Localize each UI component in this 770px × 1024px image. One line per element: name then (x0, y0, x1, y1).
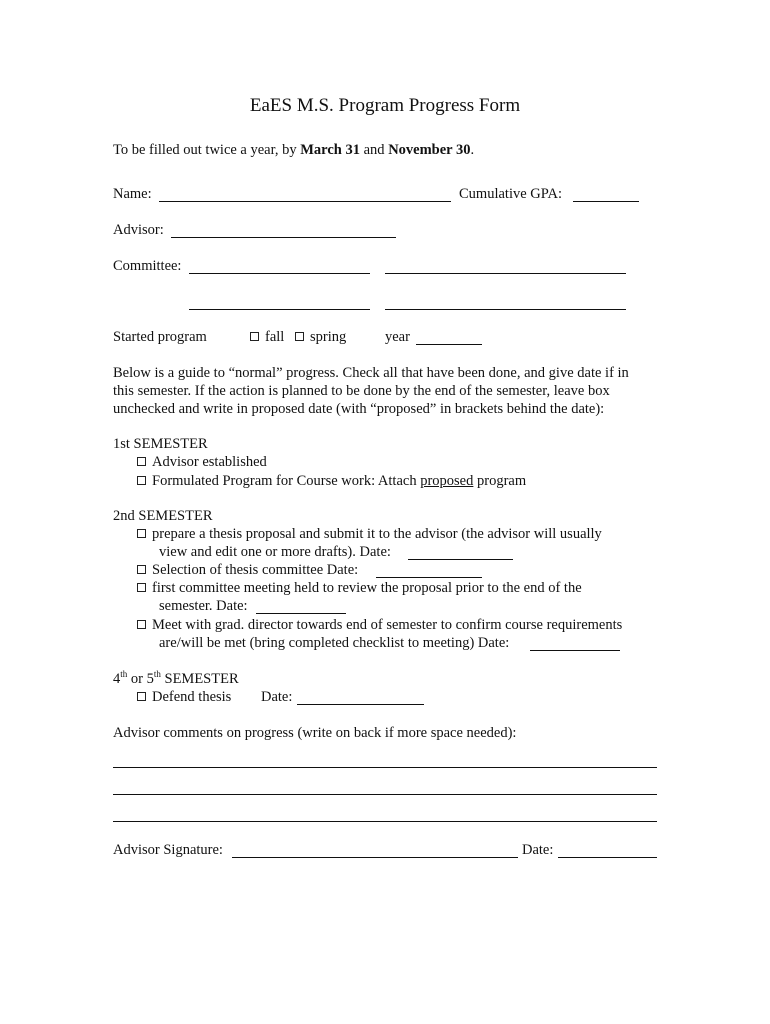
item-label: Defend thesis (152, 689, 232, 705)
sem45-heading-rest: SEMESTER (160, 671, 239, 687)
year-label: year (385, 329, 410, 345)
sem45-item-defend-thesis[interactable] (137, 688, 231, 706)
comment-line-1[interactable] (113, 767, 657, 768)
intro-prefix: To be filled out twice a year, by (113, 142, 301, 158)
advisor-label: Advisor: (113, 222, 164, 238)
sem1-heading: 1st SEMESTER (113, 436, 208, 452)
item-label: Advisor established (152, 454, 267, 470)
item-label: first committee meeting held to review the proposal prior to the end of the (152, 580, 582, 596)
fall-label: fall (265, 329, 285, 345)
committee-field-1[interactable] (189, 273, 370, 274)
spring-option[interactable] (295, 328, 346, 346)
checkbox[interactable] (137, 620, 146, 629)
advisor-field[interactable] (171, 237, 396, 238)
sem1-item-course-program[interactable] (137, 472, 526, 490)
defend-thesis-date-field[interactable] (297, 704, 424, 705)
sem45-num1: 4 (113, 671, 121, 687)
committee-meeting-date-field[interactable] (256, 613, 346, 614)
advisor-signature-label: Advisor Signature: (113, 842, 223, 858)
sem45-or: or (127, 671, 147, 687)
defend-thesis-date-label: Date: (261, 689, 293, 705)
deadline-november: November 30 (388, 142, 471, 158)
started-program-label: Started program (113, 329, 207, 345)
comment-line-2[interactable] (113, 794, 657, 795)
sem1-item-advisor[interactable] (137, 453, 267, 471)
form-title: EaES M.S. Program Progress Form (249, 95, 521, 116)
committee-label: Committee: (113, 258, 182, 274)
committee-field-2[interactable] (385, 273, 626, 274)
committee-field-4[interactable] (385, 309, 626, 310)
fall-checkbox[interactable] (250, 332, 259, 341)
item-label: prepare a thesis proposal and submit it to the advisor (the advisor will usually (152, 526, 602, 542)
committee-field-3[interactable] (189, 309, 370, 310)
gpa-field[interactable] (573, 201, 639, 202)
sem45-num2: 5 (146, 671, 154, 687)
deadline-march: March 31 (300, 142, 360, 158)
sem2-item-committee-selection[interactable] (137, 561, 358, 579)
advisor-signature-field[interactable] (232, 857, 518, 858)
spring-checkbox[interactable] (295, 332, 304, 341)
guide-line-1: Below is a guide to “normal” progress. Check all that have been done, and give date if in (113, 365, 629, 381)
sem2-heading: 2nd SEMESTER (113, 508, 213, 524)
grad-director-date-field[interactable] (530, 650, 620, 651)
checkbox[interactable] (137, 583, 146, 592)
checkbox[interactable] (137, 692, 146, 701)
intro-text (113, 141, 474, 159)
guide-line-2: this semester. If the action is planned to be done by the end of the semester, leave box (113, 383, 610, 399)
name-field[interactable] (159, 201, 451, 202)
sem45-sup1: th (120, 669, 128, 680)
item-label-emphasis: proposed (420, 473, 474, 489)
name-label: Name: (113, 186, 152, 202)
item-label: Selection of thesis committee Date: (152, 562, 359, 578)
sem2-item-grad-director[interactable] (137, 616, 622, 634)
sem2-item-grad-director-line2: are/will be met (bring completed checklist to meeting) Date: (159, 635, 510, 651)
sem2-item-committee-meeting[interactable] (137, 579, 582, 597)
gpa-label: Cumulative GPA: (459, 186, 562, 202)
year-field[interactable] (416, 344, 482, 345)
item-label-suffix: program (473, 473, 527, 489)
signature-date-label: Date: (522, 842, 554, 858)
checkbox[interactable] (137, 565, 146, 574)
checkbox[interactable] (137, 476, 146, 485)
sem2-item-thesis-proposal-line2: view and edit one or more drafts). Date: (159, 544, 391, 560)
sem2-item-thesis-proposal[interactable] (137, 525, 602, 543)
guide-line-3: unchecked and write in proposed date (with “proposed” in brackets behind the date): (113, 401, 605, 417)
committee-selection-date-field[interactable] (376, 577, 482, 578)
fall-option[interactable] (250, 328, 284, 346)
checkbox[interactable] (137, 457, 146, 466)
spring-label: spring (310, 329, 347, 345)
item-label: Formulated Program for Course work: Attach (152, 473, 421, 489)
item-label: Meet with grad. director towards end of semester to confirm course requirements (152, 617, 623, 633)
advisor-comments-label: Advisor comments on progress (write on back if more space needed): (113, 725, 517, 741)
intro-mid: and (360, 142, 389, 158)
sem2-item-committee-meeting-line2: semester. Date: (159, 598, 248, 614)
comment-line-3[interactable] (113, 821, 657, 822)
intro-suffix: . (470, 142, 475, 158)
thesis-proposal-date-field[interactable] (408, 559, 513, 560)
sem45-sup2: th (153, 669, 161, 680)
checkbox[interactable] (137, 529, 146, 538)
sem45-heading (113, 670, 239, 688)
signature-date-field[interactable] (558, 857, 657, 858)
